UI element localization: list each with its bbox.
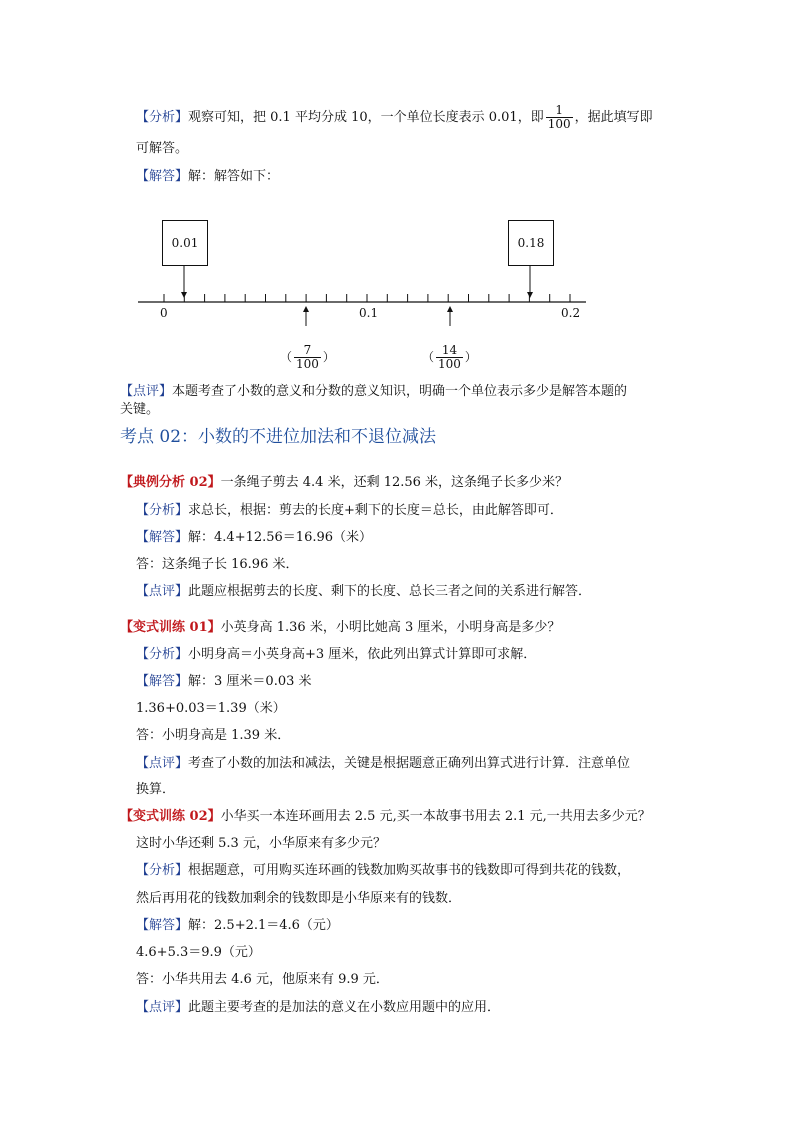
comment-text: 考查了小数的加法和减法，关键是根据题意正确列出算式进行计算．注意单位 [188,756,631,771]
section-heading: 考点 02：小数的不进位加法和不退位减法 [120,427,437,447]
analysis-text: 观察可知，把 0.1 平均分成 10，一个单位长度表示 0.01，即 [188,110,544,125]
answer-line [136,168,279,186]
practice01-analysis [136,646,536,664]
fraction-7-100 [294,344,321,371]
practice01-comment-cont: 换算． [136,782,176,797]
paren-close: ） [322,350,335,364]
box-left-value: 0.01 [162,220,208,266]
answer-text: 解：解答如下： [188,169,280,184]
practice02-question-text: 小华买一本连环画用去 2.5 元,买一本故事书用去 2.1 元,一共用去多少元？ [220,809,651,824]
practice01-question-text: 小英身高 1.36 米，小明比她高 3 厘米，小明身高是多少？ [220,620,561,635]
tick-label-0.2: 0.2 [561,306,581,320]
analysis-text: 小明身高＝小英身高+3 厘米，依此列出算式计算即可求解． [188,647,537,662]
analysis-tag: 【分析】 [136,110,189,125]
example02-tag: 【典例分析 02】 [120,475,221,490]
example02-answer [136,529,372,547]
comment-line-1 [120,383,627,401]
fraction-denominator: 100 [296,357,319,371]
practice02-question [120,808,651,826]
example02-question [120,474,568,492]
answer-tag: 【解答】 [136,530,189,545]
paren-open: （ [280,350,293,364]
up-arrows-svg [130,304,600,344]
answer-fraction-14-100 [422,344,477,371]
analysis-text: 根据题意，可用购买连环画的钱数加购买故事书的钱数即可得到共花的钱数， [188,863,631,878]
practice02-analysis [136,862,630,880]
analysis-text: 求总长，根据：剪去的长度+剩下的长度＝总长，由此解答即可． [188,503,563,518]
example02-reply: 答：这条绳子长 16.96 米． [136,557,299,572]
practice02-comment [136,999,500,1017]
answer-fraction-7-100 [280,344,335,371]
up-arrowhead-7-100 [303,306,309,312]
box-right-value: 0.18 [508,220,554,266]
comment-text: 此题主要考查的是加法的意义在小数应用题中的应用． [188,1000,501,1015]
analysis-tag: 【分析】 [136,503,189,518]
practice02-calc: 4.6+5.3＝9.9（元） [136,945,261,960]
fraction-numerator: 14 [441,343,458,357]
comment-line-2: 关键。 [120,402,160,417]
answer-text: 解：3 厘米＝0.03 米 [188,674,312,689]
practice01-calc: 1.36+0.03＝1.39（米） [136,701,286,716]
answer-text: 解：4.4+12.56＝16.96（米） [188,530,373,545]
answer-tag: 【解答】 [136,918,189,933]
analysis-line-2: 可解答。 [136,141,189,156]
fraction-denominator: 100 [547,117,571,131]
number-line-figure [130,212,600,380]
paren-open: （ [422,350,435,364]
answer-tag: 【解答】 [136,674,189,689]
tick-label-0: 0 [160,306,168,320]
practice02-analysis-cont: 然后再用花的钱数加剩余的钱数即是小华原来有的钱数． [136,891,462,906]
analysis-line-1 [136,104,653,131]
number-line-ticks [164,294,570,302]
comment-tag: 【点评】 [136,756,189,771]
fraction-denominator: 100 [438,357,461,371]
box-left-arrowhead [181,292,187,298]
tick-label-0.1: 0.1 [359,306,379,320]
up-arrowhead-14-100 [447,306,453,312]
practice02-tag: 【变式训练 02】 [120,809,221,824]
comment-tag: 【点评】 [136,1000,189,1015]
example02-analysis [136,502,563,520]
comment-tag: 【点评】 [120,384,173,399]
fraction-numerator: 1 [555,103,563,117]
comment-text: 此题应根据剪去的长度、剩下的长度、总长三者之间的关系进行解答． [188,584,592,599]
fraction-one-hundredth [546,104,573,131]
fraction-14-100 [436,344,463,371]
practice01-question [120,619,560,637]
practice01-comment [136,755,630,773]
example02-question-text: 一条绳子剪去 4.4 米，还剩 12.56 米，这条绳子长多少米？ [220,475,569,490]
analysis-tag: 【分析】 [136,647,189,662]
practice01-reply: 答：小明身高是 1.39 米． [136,728,291,743]
box-right-arrowhead [527,292,533,298]
analysis-text-cont: ，据此填写即 [574,110,653,125]
analysis-tag: 【分析】 [136,863,189,878]
practice02-question-cont: 这时小华还剩 5.3 元，小华原来有多少元？ [136,836,386,851]
comment-text: 本题考查了小数的意义和分数的意义知识，明确一个单位表示多少是解答本题的 [172,384,628,399]
practice01-tag: 【变式训练 01】 [120,620,221,635]
fraction-numerator: 7 [303,343,312,357]
practice01-answer [136,673,312,691]
practice02-reply: 答：小华共用去 4.6 元，他原来有 9.9 元． [136,972,389,987]
paren-close: ） [464,350,477,364]
practice02-answer [136,917,339,935]
answer-text: 解：2.5+2.1＝4.6（元） [188,918,339,933]
comment-tag: 【点评】 [136,584,189,599]
answer-tag: 【解答】 [136,169,189,184]
example02-comment [136,583,591,601]
